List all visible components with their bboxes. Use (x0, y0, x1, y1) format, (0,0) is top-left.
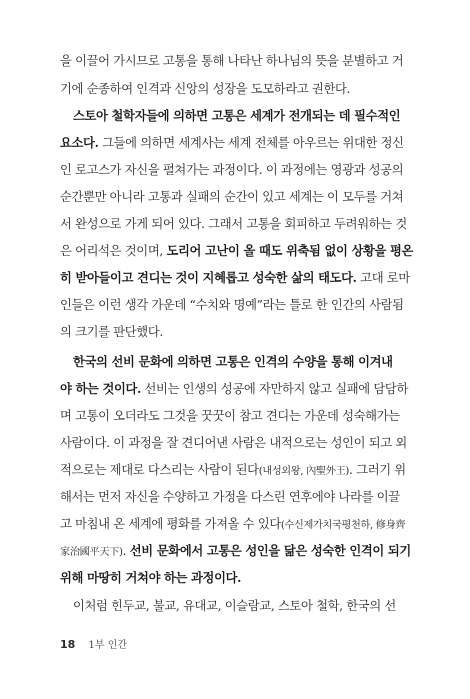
text-line (60, 353, 403, 371)
text-run: 의 크기를 판단했다. (60, 325, 163, 339)
text-line (60, 107, 403, 125)
text-run: 적으로는 제대로 다스리는 사람이 된다 (60, 463, 259, 477)
text-line (60, 80, 403, 98)
text-line (60, 597, 403, 615)
text-run: 이처럼 힌두교, 불교, 유대교, 이슬람교, 스토아 철학, 한국의 선 (73, 599, 396, 613)
text-run: 서 완성으로 가게 되어 있다. 그래서 고통을 회피하고 두려워하는 것 (60, 217, 407, 231)
page-number: 18 (60, 638, 76, 651)
text-line (60, 242, 414, 260)
text-line (60, 134, 403, 152)
small-annotation: (내성외왕, 內聖外王) (258, 466, 350, 477)
text-run: 고 마침내 온 세계에 평화를 가져올 수 있다 (60, 517, 281, 531)
text-run: 인들은 이런 생각 가운데 “수치와 명예”라는 틀로 한 인간의 사람됨 (60, 298, 404, 312)
text-line (60, 542, 411, 562)
text-line (60, 188, 403, 206)
text-run: 선비는 인생의 성공에 자만하지 않고 실패에 담담하 (140, 382, 408, 396)
text-run: 해서는 먼저 자신을 수양하고 가정을 다스린 연후에야 나라를 이끌 (60, 490, 400, 504)
text-line (60, 269, 410, 287)
text-line (60, 215, 407, 233)
bold-text: 야 하는 것이다. (60, 381, 141, 396)
bold-text: 도리어 고난이 올 때도 위축됨 없이 상황을 평온 (166, 243, 414, 258)
text-line (60, 407, 403, 425)
text-line (60, 434, 407, 452)
bold-text: 스토아 철학자들에 의하면 고통은 세계가 전개되는 데 필수적인 (73, 108, 401, 123)
bold-text: 요소다. (60, 135, 99, 150)
text-line (60, 323, 403, 341)
text-run: 인 로고스가 자신을 펼쳐가는 과정이다. 이 과정에는 영광과 성공의 (60, 163, 404, 177)
text-run: 그들에 의하면 세계사는 세계 전체를 아우르는 위대한 정신 (98, 136, 404, 150)
page-footer (60, 636, 127, 651)
text-line (60, 488, 403, 506)
section-label: 1부 인간 (88, 640, 128, 651)
small-annotation: (수신제가치국평천하, 修身齊 (280, 520, 406, 531)
text-run: 며 고통이 오더라도 그것을 꿋꿋이 참고 견디는 가운데 성숙해가는 (60, 409, 400, 423)
text-run: 순간뿐만 아니라 고통과 실패의 순간이 있고 세계는 이 모두를 거쳐 (60, 190, 404, 204)
bold-text: 위해 마땅히 거쳐야 하는 과정이다. (60, 570, 242, 585)
text-line (60, 296, 403, 314)
text-run: . 그러기 위 (349, 463, 406, 477)
text-run: 고대 로마 (356, 271, 410, 285)
text-run: 을 이끌어 가시므로 고통을 통해 나타난 하나님의 뜻을 분별하고 거 (60, 54, 404, 68)
text-run: 은 어리석은 것이며, (60, 244, 167, 258)
bold-text: 선비 문화에서 고통은 성인을 닮은 성숙한 인격이 되기 (129, 543, 411, 558)
bold-text: 한국의 선비 문화에 의하면 고통은 인격의 수양을 통해 이겨내 (73, 354, 393, 369)
small-annotation: 家治國平天下) (60, 547, 123, 558)
bold-text: 히 받아들이고 견디는 것이 지혜롭고 성숙한 삶의 태도다. (60, 270, 357, 285)
text-run: . (122, 544, 130, 558)
text-line (60, 461, 406, 481)
text-run: 기에 순종하여 인격과 신앙의 성장을 도모하라고 권한다. (60, 82, 351, 96)
text-line (60, 569, 403, 587)
text-line (60, 52, 403, 70)
text-line (60, 161, 403, 179)
text-run: 사람이다. 이 과정을 잘 견디어낸 사람은 내적으로는 성인이 되고 외 (60, 436, 407, 450)
text-line (60, 515, 406, 535)
text-line (60, 380, 408, 398)
